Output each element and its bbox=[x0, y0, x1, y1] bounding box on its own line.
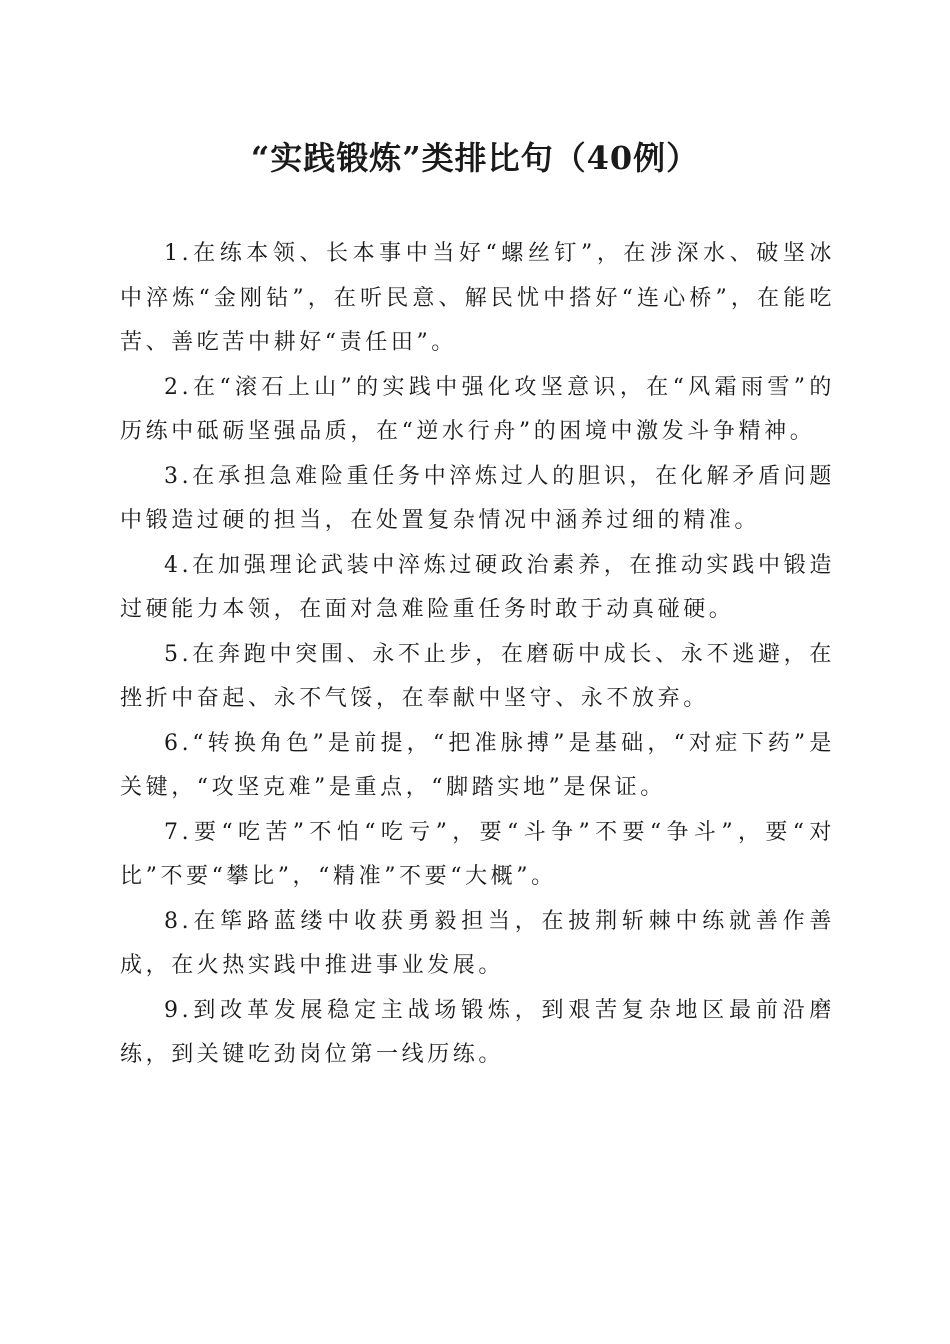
paragraph-7: 7.要“吃苦”不怕“吃亏”，要“斗争”不要“争斗”，要“对比”不要“攀比”，“精准”不要“大概”。 bbox=[120, 819, 835, 889]
document-body bbox=[120, 232, 835, 1078]
paragraph-1: 1.在练本领、长本事中当好“螺丝钉”，在涉深水、破坚冰中淬炼“金刚钻”，在听民意、解民忧中搭好“连心桥”，在能吃苦、善吃苦中耕好“责任田”。 bbox=[120, 241, 835, 355]
paragraph-3: 3.在承担急难险重任务中淬炼过人的胆识，在化解矛盾问题中锻造过硬的担当，在处置复杂情况中涵养过细的精准。 bbox=[120, 463, 835, 533]
paragraph-5: 5.在奔跑中突围、永不止步，在磨砺中成长、永不逃避，在挫折中奋起、永不气馁，在奉献中坚守、永不放弃。 bbox=[120, 641, 835, 711]
paragraph-9: 9.到改革发展稳定主战场锻炼，到艰苦复杂地区最前沿磨练，到关键吃劲岗位第一线历练。 bbox=[120, 997, 835, 1067]
paragraph-6: 6.“转换角色”是前提，“把准脉搏”是基础，“对症下药”是关键，“攻坚克难”是重点，“脚踏实地”是保证。 bbox=[120, 730, 835, 800]
paragraph-2: 2.在“滚石上山”的实践中强化攻坚意识，在“风霜雨雪”的历练中砥砺坚强品质，在“逆水行舟”的困境中激发斗争精神。 bbox=[120, 374, 835, 444]
document-title: “实践锻炼”类排比句（40例） bbox=[250, 139, 700, 177]
paragraph-4: 4.在加强理论武装中淬炼过硬政治素养，在推动实践中锻造过硬能力本领，在面对急难险重任务时敢于动真碰硬。 bbox=[120, 552, 835, 622]
paragraph-8: 8.在筚路蓝缕中收获勇毅担当，在披荆斩棘中练就善作善成，在火热实践中推进事业发展。 bbox=[120, 908, 835, 978]
